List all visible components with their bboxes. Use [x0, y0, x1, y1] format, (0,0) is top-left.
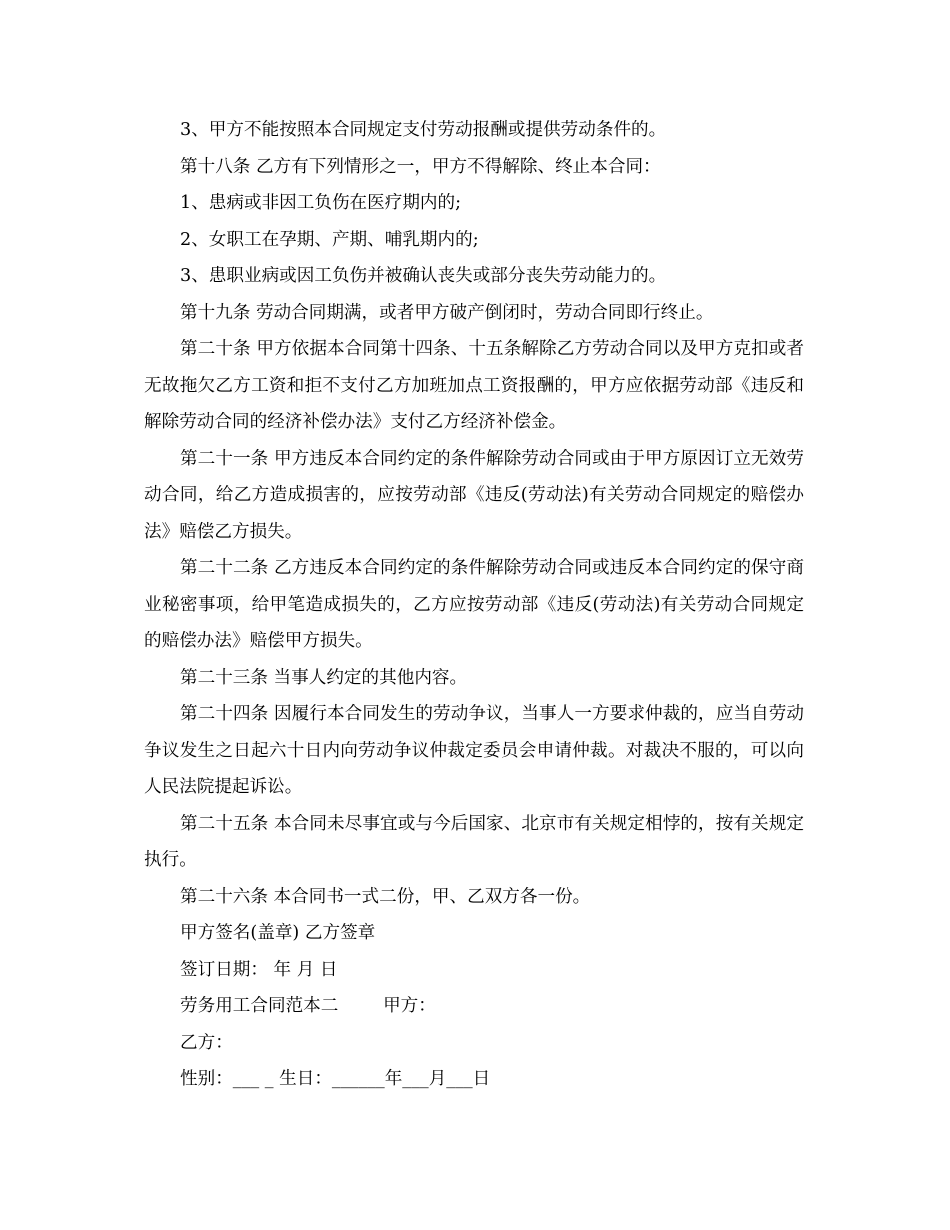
contract-template-two-title: 劳务用工合同范本二 甲方： [180, 996, 436, 1016]
clause-18-item-2: 2、女职工在孕期、产期、哺乳期内的; [180, 229, 479, 250]
signature-line: 甲方签名(盖章) 乙方签章 [180, 923, 376, 943]
document-body [144, 112, 804, 1098]
clause-18: 第十八条 乙方有下列情形之一，甲方不得解除、终止本合同： [180, 156, 661, 177]
gender-birthday-line: 性别：___ _ 生日：______年___月___日 [180, 1069, 491, 1089]
clause-20: 第二十条 甲方依据本合同第十四条、十五条解除乙方劳动合同以及甲方克扣或者无故拖欠乙方工资和拒不支付乙方加班加点工资报酬的，甲方应依据劳动部《违反和解除劳动合同的经济补偿办法》支付乙方经济补偿金。 [144, 339, 804, 432]
clause-23: 第二十三条 当事人约定的其他内容。 [180, 667, 468, 688]
clause-18-item-3: 3、患职业病或因工负伤并被确认丧失或部分丧失劳动能力的。 [180, 266, 667, 286]
clause-21: 第二十一条 甲方违反本合同约定的条件解除劳动合同或由于甲方原因订立无效劳动合同，给乙方造成损害的，应按劳动部《违反(劳动法)有关劳动合同规定的赔偿办法》赔偿乙方损失。 [144, 448, 804, 542]
clause-26: 第二十六条 本合同书一式二份，甲、乙双方各一份。 [180, 886, 591, 907]
clause-19: 第十九条 劳动合同期满，或者甲方破产倒闭时，劳动合同即行终止。 [180, 302, 714, 323]
clause-25: 第二十五条 本合同未尽事宜或与今后国家、北京市有关规定相悖的，按有关规定执行。 [144, 813, 804, 870]
party-b-line: 乙方： [180, 1032, 233, 1053]
clause-24: 第二十四条 因履行本合同发生的劳动争议，当事人一方要求仲裁的，应当自劳动争议发生之日起六十日内向劳动争议仲裁定委员会申请仲裁。对裁决不服的，可以向人民法院提起诉讼。 [144, 704, 804, 797]
clause-17-item-3: 3、甲方不能按照本合同规定支付劳动报酬或提供劳动条件的。 [180, 120, 667, 140]
clause-22: 第二十二条 乙方违反本合同约定的条件解除劳动合同或违反本合同约定的保守商业秘密事项，给甲笔造成损失的，乙方应按劳动部《违反(劳动法)有关劳动合同规定的赔偿办法》赔偿甲方损失。 [144, 558, 804, 651]
clause-18-item-1: 1、患病或非因工负伤在医疗期内的; [180, 193, 462, 213]
signing-date-line: 签订日期： 年 月 日 [180, 959, 338, 980]
